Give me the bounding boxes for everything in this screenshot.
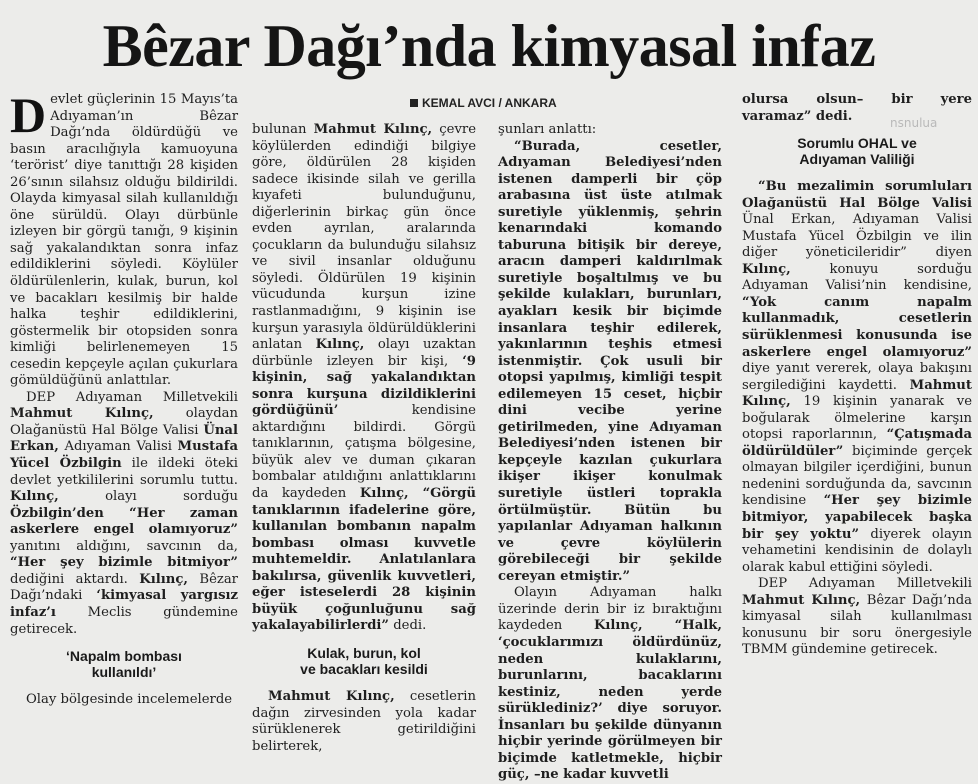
column-4 [742,92,972,696]
lead-paragraph: Devlet güçlerinin 15 Mayıs’ta Adıyaman’ın Bêzar Dağı’nda öldürdüğü ve basın aracılığıyla kamuoyuna ‘terörist’ diye tanıttığı 28 kişiden 26’sının silahsız olduğu bildirildi. Olayda kimyasal silah kullanıldığı öne sürüldü. Olayı dürbünle izleyen bir görgü tanığı, 9 kişinin sağ yakalandıktan sonra infaz edildiklerini söyledi. Köylüler öldürülenlerin, kulak, burun, kol ve bacakları kesilmiş bir halde halka teşhir edildiklerini, göstermelik bir otopsiden sonra kimliği belirlenemeyen 15 cesedin kepçeyle açılan çukurlara gömüldüğünü anlattılar. [10,87,238,389]
subheading-kulak-burun: Kulak, burun, kol ve bacakları kesildi [300,644,428,677]
drop-cap: D [10,87,47,143]
paragraph: DEP Adıyaman Milletvekili Mahmut Kılınç, Bêzar Dağı’nda kimyasal silah kullanılması konusunu bir soru önergesiyle TBMM gündemine getirecek. [742,576,972,658]
byline [410,96,670,110]
subheading-sorumlu: Sorumlu OHAL ve Adıyaman Valiliği [797,135,917,168]
quote-paragraph: “Burada, cesetler, Adıyaman Belediyesi’nden istenen damperli bir çöp arabasına üst üste atılmak suretiyle yüklenmiş, şehrin kenarındaki komando taburuna bitişik bir dereye, aracın damperi kaldırılmak suretiyle boşaltılmış ve bu şekilde kulakları, burunları, ayakları kesik bir biçimde insanlara teşhir edilerek, yakınlarının teşhis etmesi istenmiştir. Çok usuli bir otopsi yapılmış, kimliği tespit edilemeyen 15 ceset, hiçbir dini vecibe yerine getirilmeden, yine Adıyaman Belediyesi’nden istenen bir kepçeyle kazılan çukurlara ikişer ikişer konulmak suretiyle üstleri toprakla örtülmüştür. Bütün bu yapılanlar Adıyaman halkının ve çevre köylülerin görebileceği bir şekilde cereyan etmiştir.” [498,138,722,584]
headline: Bêzar Dağı’nda kimyasal infaz [102,13,876,79]
paragraph: DEP Adıyaman Milletvekili Mahmut Kılınç, olaydan Olağanüstü Hal Bölge Valisi Ünal Erkan, Adıyaman Valisi Mustafa Yücel Özbilgin ile ildeki öteki devlet yetkililerini sorumlu tuttu. Kılınç, olayı sorduğu Özbilgin’den “Her zaman askerlere engel olamıyoruz” yanıtını aldığını, savcının da, “Her şey bizimle bitmiyor” dediğini aktardı. Kılınç, Bêzar Dağı’ndaki ‘kimyasal yargısız infaz’ı Meclis gündemine getirecek. [10,389,238,637]
byline-text: KEMAL AVCI / ANKARA [422,96,557,110]
paragraph: bulunan Mahmut Kılınç, çevre köylülerden edindiği bilgiye göre, öldürülen 28 kişiden sadece ikisinde silah ve gerilla kıyafeti bulunduğunu, diğerlerinin birkaç gün önce evden ayrılan, aralarında çocukların da bulunduğu silahsız ve sivil insanlar olduğunu söyledi. Öldürülen 19 kişinin vücudunda kurşun izine rastlanmadığını, 9 kişinin ise kurşun yarasıyla öldürüldüklerini anlatan Kılınç, olayı uzaktan dürbünle izleyen bir kişi, ‘9 kişinin, sağ yakalandıktan sonra kurşuna dizildiklerini gördüğünü’ kendisine aktardığını bildirdi. Görgü tanıklarının, çatışma bölgesine, büyük alev ve duman çıkaran bombalar atıldığını anlattıklarını da kaydeden Kılınç, “Görgü tanıklarının ifadelerine göre, kullanılan bombanın napalm bombası olması kuvvetle muhtemeldir. Anlatılanlara bakılırsa, güvenlik kuvvetleri, eğer isteselerdi 28 kişinin büyük çoğunluğunu sağ yakalayabilirlerdi” dedi. [252,122,476,634]
paragraph: Mahmut Kılınç, cesetlerin dağın zirvesinden yola kadar sürüklenerek getirildiğini belirterek, [252,688,477,754]
byline-square-icon [410,99,418,107]
paragraph: şunları anlattı: [498,122,597,137]
column-3 [498,122,723,783]
bleed-through-text: nsnulua [890,116,938,130]
paragraph: Olay bölgesinde incelemelerde [26,692,233,708]
subheading-napalm: ‘Napalm bombası kullanıldı’ [66,648,182,681]
column-2 [252,122,477,754]
paragraph: Olayın Adıyaman halkı üzerinde derin bir iz bıraktığını kaydeden Kılınç, “Halk, ‘çocuklarımızı öldürdünüz, neden kulaklarını, burunlarını, bacaklarını kestiniz, neden yerde sürüklediniz?’ diye soruyor. İnsanları bu şekilde dünyanın hiçbir yerinde görülmeyen bir biçimde katletmekle, hiçbir güç, –ne kadar kuvvetli [498,585,723,783]
paragraph: olursa olsun– bir yere varamaz” dedi. [742,92,972,124]
paragraph: “Bu mezalimin sorumluları Olağanüstü Hal Bölge Valisi Ünal Erkan, Adıyaman Valisi Mustafa Yücel Özbilgin ve ilin diğer yöneticileridir” diyen Kılınç, konuyu sorduğu Adıyaman Valisi’nin kendisine, “Yok canım napalm kullanmadık, cesetlerin sürüklenmesi konusunda ise askerlere engel olamıyoruz” diye yanıt vererek, olaya bakışını sergilediğini kaydetti. Mahmut Kılınç, 19 kişinin yanarak ve boğularak ölmelerine karşın otopsi raporlarının, “Çatışmada öldürüldüler” biçiminde gerçek olmayan bilgiler içerdiğini, bunun nedenini sorduğunda da, savcının kendisine “Her şey bizimle bitmiyor, yapabilecek başka bir şey yoktu” diyerek olayın vehametini kendisinin de dolaylı olarak kabul ettiğini söyledi. [742,179,972,575]
column-1 [10,87,238,708]
